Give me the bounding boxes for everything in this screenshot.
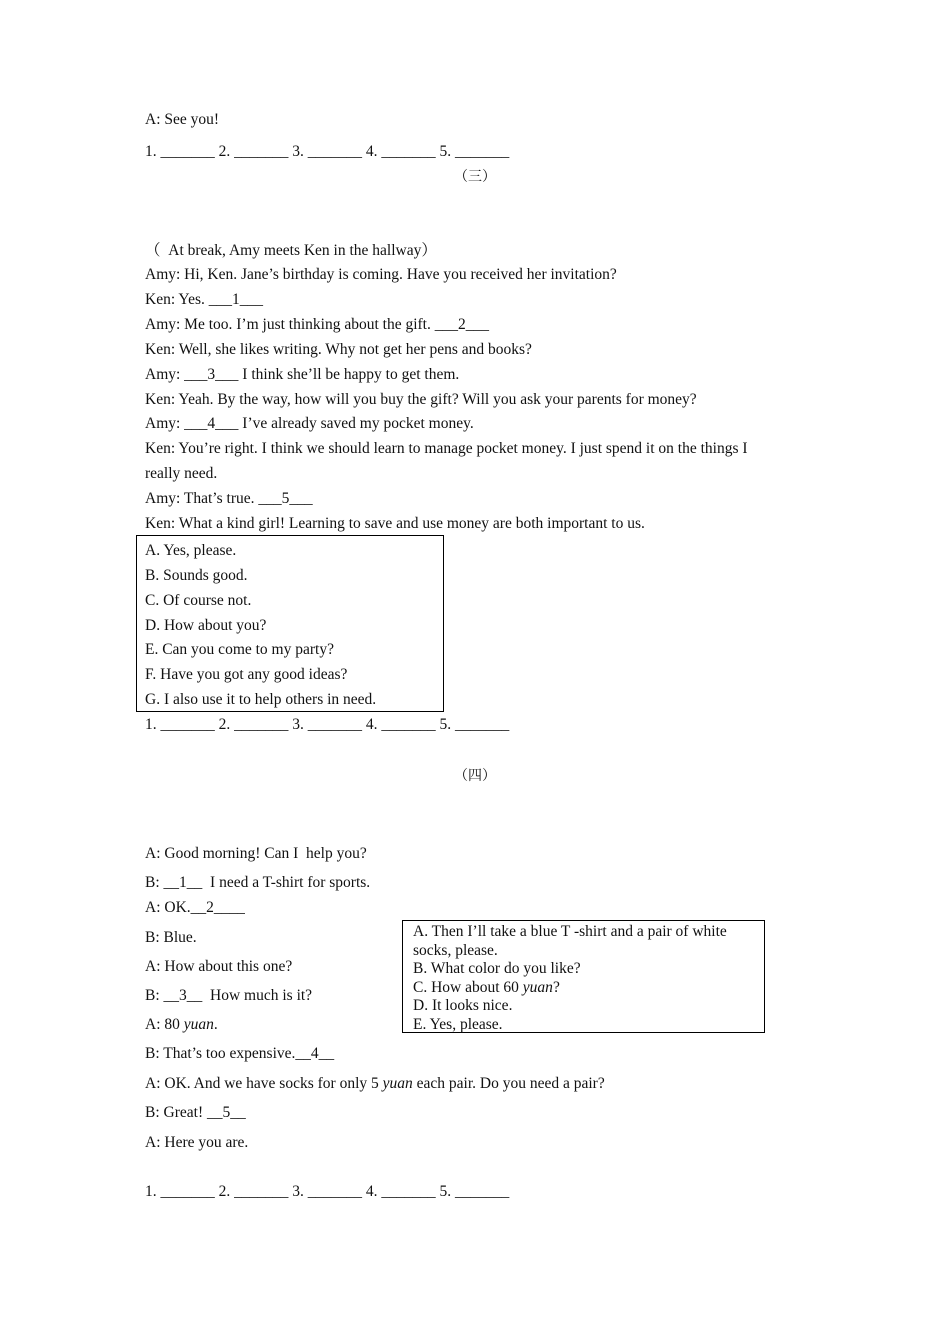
option-item: A. Yes, please. (145, 542, 237, 559)
dialogue-line: Amy: That’s true. ___5___ (145, 490, 313, 507)
line-text: B: That’s too expensive. (145, 1045, 296, 1062)
option-item: D. How about you? (145, 617, 267, 634)
line-text: . (213, 1016, 218, 1033)
section-heading-4: （四） (454, 769, 496, 784)
dialogue-line: Amy: Hi, Ken. Jane’s birthday is coming. Have you received her invitation? (145, 266, 617, 283)
dialogue-line: Amy: ___3___ I think she’ll be happy to get them. (145, 366, 460, 383)
options-box (136, 535, 444, 712)
line-text: each pair. Do you need a pair? (412, 1075, 605, 1092)
blank-2: __2____ (190, 899, 245, 916)
currency-word: yuan (183, 1016, 214, 1033)
dialogue-line: Ken: What a kind girl! Learning to save and use money are both important to us. (145, 515, 645, 532)
blank-4: __4__ (295, 1045, 335, 1062)
option-item: E. Yes, please. (413, 1015, 503, 1033)
dialogue-line (145, 1074, 605, 1094)
option-text: ? (552, 978, 560, 996)
dialogue-line: Ken: Yes. ___1___ (145, 291, 263, 308)
dialogue-line (145, 986, 312, 1006)
line-text: B: Great! (145, 1104, 207, 1121)
dialogue-line: A: How about this one? (145, 958, 293, 975)
blank-5: __5__ (206, 1104, 246, 1121)
speaker: B: (145, 874, 164, 891)
blank-3: __3__ (163, 987, 203, 1004)
dialogue-line (145, 873, 370, 893)
dialogue-line: Ken: Well, she likes writing. Why not get her pens and books? (145, 341, 532, 358)
dialogue-line: A: Here you are. (145, 1134, 249, 1151)
line-text: A: OK. And we have socks for only 5 (145, 1075, 383, 1092)
option-item (413, 979, 756, 998)
answer-blanks: 1. _______ 2. _______ 3. _______ 4. _______ 5. _______ (145, 143, 510, 160)
currency-word: yuan (382, 1075, 413, 1092)
dialogue-line: Ken: Yeah. By the way, how will you buy the gift? Will you ask your parents for money? (145, 391, 697, 408)
dialogue-line: A: Good morning! Can I help you? (145, 845, 367, 862)
line-text: I need a T-shirt for sports. (202, 874, 371, 891)
currency-word: yuan (522, 978, 553, 996)
option-item: B. What color do you like? (413, 960, 581, 978)
blank-1: __1__ (163, 874, 203, 891)
dialogue-line (145, 1103, 246, 1123)
dialogue-line (145, 1044, 334, 1064)
option-item: B. Sounds good. (145, 567, 248, 584)
option-item: G. I also use it to help others in need. (145, 691, 377, 708)
option-item: C. Of course not. (145, 592, 252, 609)
dialogue-line: Amy: ___4___ I’ve already saved my pocket money. (145, 415, 474, 432)
speaker: B: (145, 987, 164, 1004)
option-item: E. Can you come to my party? (145, 641, 334, 658)
dialogue-line: B: Blue. (145, 929, 197, 946)
answer-blanks: 1. _______ 2. _______ 3. _______ 4. _______ 5. _______ (145, 1183, 510, 1200)
option-item: D. It looks nice. (413, 997, 513, 1015)
answer-blanks: 1. _______ 2. _______ 3. _______ 4. _______ 5. _______ (145, 716, 510, 733)
line-text: A: 80 (145, 1016, 184, 1033)
section-heading-3: （三） (454, 170, 496, 185)
options-box (402, 920, 765, 1033)
dialogue-line: really need. (145, 465, 218, 482)
option-item: F. Have you got any good ideas? (145, 666, 348, 683)
dialogue-line: Amy: Me too. I’m just thinking about the gift. ___2___ (145, 316, 489, 333)
dialogue-line (145, 1015, 218, 1035)
option-item: A. Then I’ll take a blue T -shirt and a pair of white socks, please. (413, 923, 727, 959)
line-text: A: OK. (145, 899, 191, 916)
option-text: C. How about 60 (413, 978, 523, 996)
dialogue-line: Ken: You’re right. I think we should learn to manage pocket money. I just spend it on the things I (145, 440, 748, 457)
dialogue-line: A: See you! (145, 111, 220, 128)
scene-intro: （ At break, Amy meets Ken in the hallway） (145, 242, 437, 259)
dialogue-line (145, 898, 245, 918)
line-text: How much is it? (202, 987, 313, 1004)
